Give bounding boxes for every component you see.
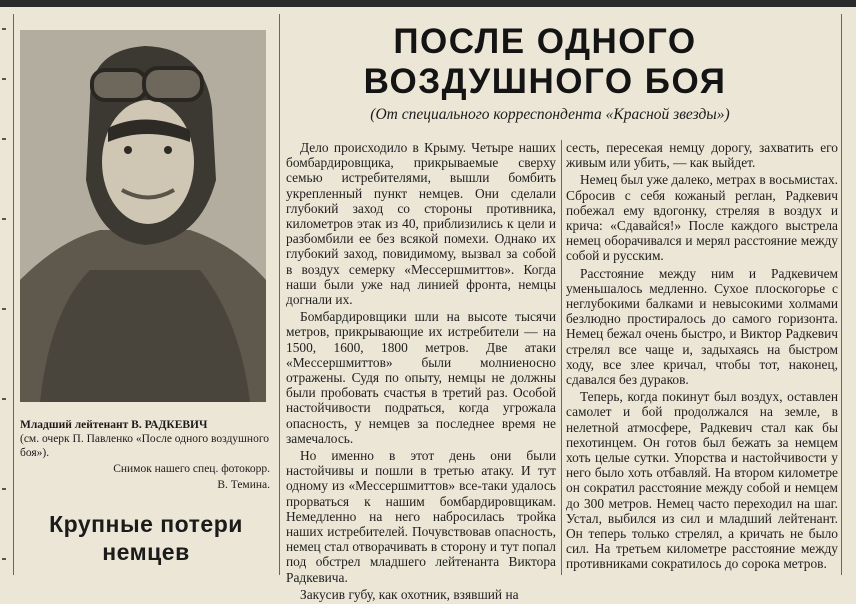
caption-credit-line2: В. Темина. <box>217 479 270 491</box>
side-article-title <box>22 510 270 566</box>
caption-note: (см. очерк П. Павленко «После одного воздушного боя»). <box>20 433 270 459</box>
photo-caption <box>20 418 270 492</box>
paragraph: Бомбардировщики шли на высоте тысячи метров, прикрывающие их истребители — на 1500, 1600, 1800 метров. Две атаки «Мессершмиттов» были молниеносно отражены. Судя по опыту, немцы не должны были пробовать счастья в третий раз. Особой настойчивости подраться, когда угрожала опасность, у немцев за последнее время не замечалось. <box>286 309 556 446</box>
side-title-line1: Крупные потери <box>49 511 243 537</box>
paragraph: сесть, пересекая немцу дорогу, захватить его живым или убить, — как выйдет. <box>566 140 838 171</box>
column-rule <box>279 14 280 575</box>
portrait-photo <box>20 30 266 402</box>
side-title-line2: немцев <box>102 539 190 565</box>
headline-line2: ВОЗДУШНОГО БОЯ <box>363 62 727 101</box>
article-column-1 <box>286 140 556 604</box>
inner-column-rule <box>561 140 562 575</box>
left-column-rule <box>13 14 14 575</box>
paragraph: Немец был уже далеко, метрах в восьмистах. Сбросив с себя кожаный реглан, Радкевич побежал ему вдогонку, стреляя в воздух и крича: «Сдавайся!» После каждого выстрела немец оборачивался и мерял расстояние между собой и русским. <box>566 172 838 264</box>
paragraph: Теперь, когда покинут был воздух, оставлен самолет и бой продолжался на земле, в нелетной атмосфере, Радкевич стал как бы пехотинцем. Он готов был бежать за немцем хоть целые сутки. Упорства и настойчивости у него было хоть отбавляй. На втором километре он сократил расстояние между собой и немцем до 300 метров. Немец часто переходил на шаг. Устал, выбился из сил и младший лейтенант. Он теперь только стрелял, а кричать не было сил. На третьем километре расстояние между противниками сократилось до сорока метров. <box>566 389 838 572</box>
paragraph: Закусив губу, как охотник, взявший на <box>300 586 519 602</box>
right-column-rule <box>841 14 842 575</box>
headline-line1: ПОСЛЕ ОДНОГО <box>393 22 697 61</box>
left-margin-marks <box>0 18 8 575</box>
paragraph: Расстояние между ним и Радкевичем уменьшалось медленно. Сухое плоскогорье с неглубокими балками и невысокими холмами безлюдно простиралось до самого горизонта. Немец бежал очень быстро, и Виктор Радкевич стрелял все чаще и, задыхаясь на быстром ходу, все злее кричал, чтобы тот, наконец, сдавался без дураков. <box>566 265 838 388</box>
top-rule <box>0 0 856 7</box>
byline: (От специального корреспондента «Красной звезды») <box>370 106 730 123</box>
caption-name: Младший лейтенант В. РАДКЕВИЧ <box>20 419 208 431</box>
paragraph: Но именно в этот день они были настойчивы и пошли в третью атаку. И тут одному из «Мессершмиттов» все-таки удалось прорваться к нашим бомбардировщикам. Немедленно на него набросилась тройка наших истребителей. Почувствовав опасность, немец стал отворачивать в сторону и тут попал под обстрел младшего лейтенанта Виктора Радкевича. <box>286 448 556 585</box>
headline <box>300 22 790 102</box>
caption-credit-line1: Снимок нашего спец. фотокорр. <box>113 463 270 475</box>
paragraph: Дело происходило в Крыму. Четыре наших бомбардировщика, прикрываемые сверху семью истребителями, вышли бомбить укрепленный пункт немцев. Они сделали глубокий заход со стороны противника, километров этак из 40, приблизились к цели и разбомбили ее без всякой помехи. Однако их глубокий заход, повидимому, вызвал за собой в воздух семерку «Мессершмиттов». Когда наши были уже над линией фронта, немцы догнали их. <box>286 140 556 308</box>
article-column-2 <box>566 140 838 574</box>
